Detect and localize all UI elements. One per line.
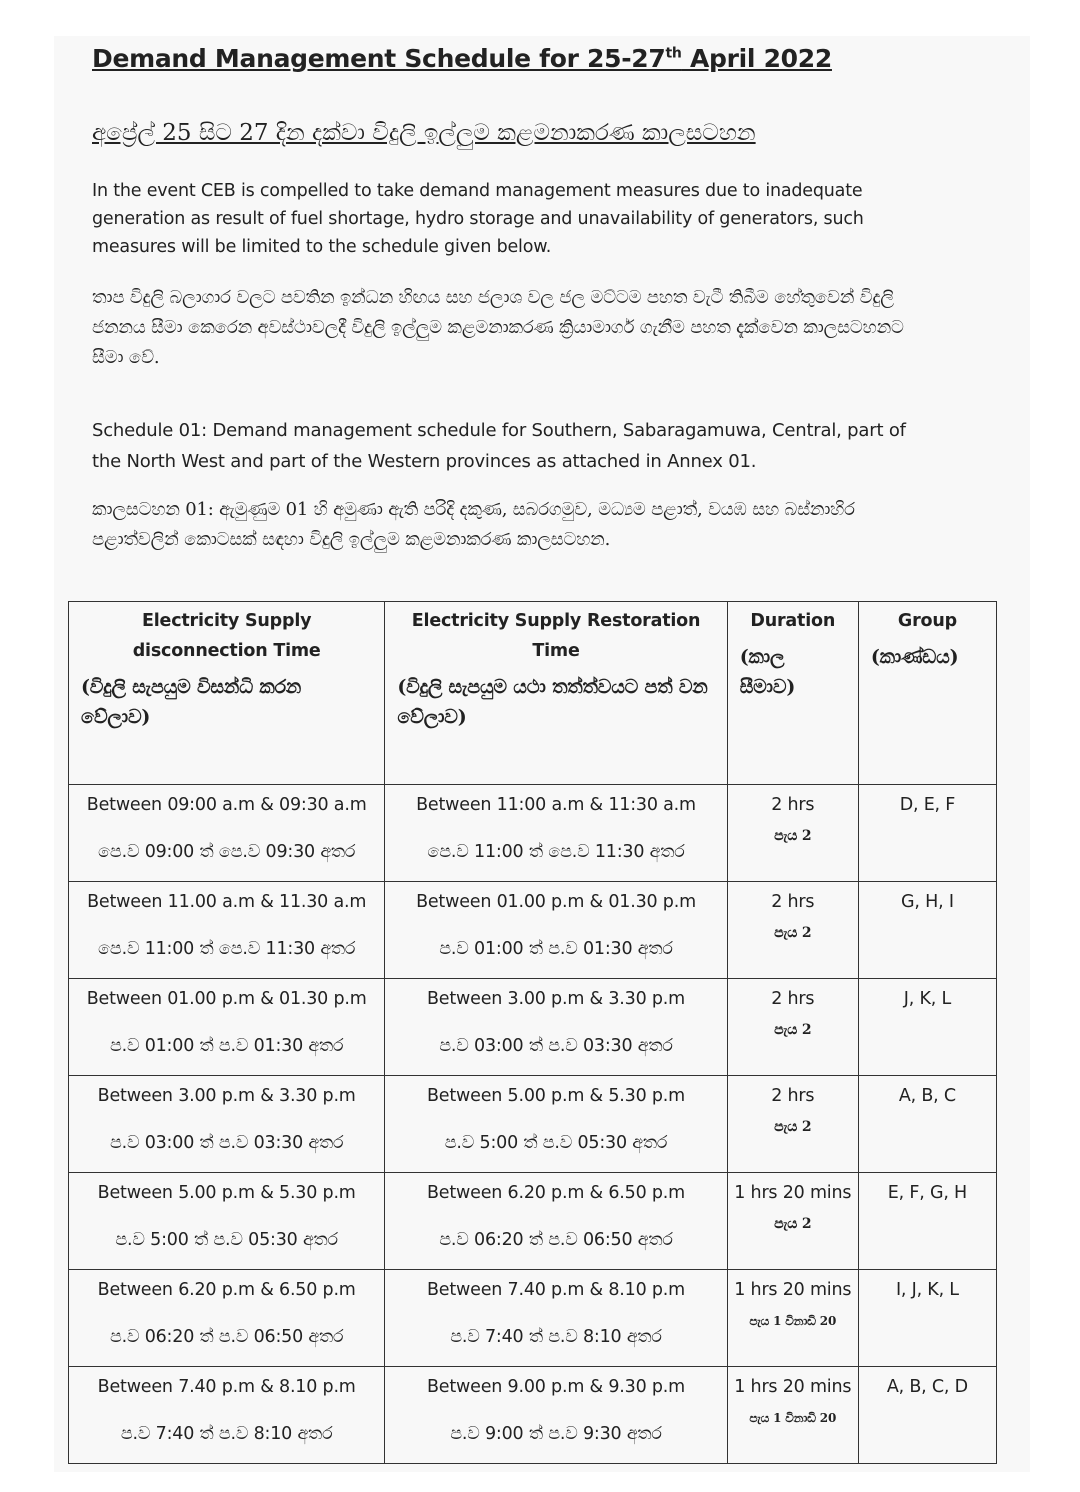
duration-cell: 2 hrs පැය 2 bbox=[727, 979, 858, 1076]
group-cell: J, K, L bbox=[858, 979, 996, 1076]
group-cell: D, E, F bbox=[858, 785, 996, 882]
table-row bbox=[69, 785, 997, 882]
table-row bbox=[69, 882, 997, 979]
table-header-row bbox=[69, 602, 997, 785]
table-row bbox=[69, 1076, 997, 1173]
table-row bbox=[69, 1367, 997, 1464]
duration-cell: 1 hrs 20 mins පැය 1 විනාඩි 20 bbox=[727, 1367, 858, 1464]
header-disconnection: Electricity Supply disconnection Time (විදුලි සැපයුම විසන්ධි කරන වේලාව) bbox=[69, 602, 385, 785]
duration-cell: 2 hrs පැය 2 bbox=[727, 1076, 858, 1173]
group-cell: A, B, C bbox=[858, 1076, 996, 1173]
schedule-description-sinhala: කාලසටහන 01: ඇමුණුම 01 හි අමුණා ඇති පරිදි දකුණ, සබරගමුව, මධ්‍යම පළාත්, වයඹ සහ බස්නාහිර පළාත්වලින් කොටසක් සඳහා විදුලි ඉල්ලුම කළමනාකරණ කාලසටහන. bbox=[92, 499, 855, 550]
sinhala-title: අප්‍රේල් 25 සිට 27 දින දක්වා විදුලි ඉල්ලුම කළමනාකරණ කාලසටහන bbox=[92, 120, 756, 146]
restoration-cell: Between 11:00 a.m & 11:30 a.m පෙ.ව 11:00 ත් පෙ.ව 11:30 අතර bbox=[385, 785, 727, 882]
schedule-table bbox=[68, 601, 997, 1464]
disconnection-cell: Between 11.00 a.m & 11.30 a.m පෙ.ව 11:00 ත් පෙ.ව 11:30 අතර bbox=[69, 882, 385, 979]
restoration-cell: Between 9.00 p.m & 9.30 p.m ප.ව 9:00 ත් ප.ව 9:30 අතර bbox=[385, 1367, 727, 1464]
restoration-cell: Between 3.00 p.m & 3.30 p.m ප.ව 03:00 ත් ප.ව 03:30 අතර bbox=[385, 979, 727, 1076]
disconnection-cell: Between 6.20 p.m & 6.50 p.m ප.ව 06:20 ත් ප.ව 06:50 අතර bbox=[69, 1270, 385, 1367]
group-cell: A, B, C, D bbox=[858, 1367, 996, 1464]
schedule-description-english: Schedule 01: Demand management schedule for Southern, Sabaragamuwa, Central, part of the North West and part of the Western provinces as attached in Annex 01. bbox=[92, 420, 906, 472]
disconnection-cell: Between 5.00 p.m & 5.30 p.m ප.ව 5:00 ත් ප.ව 05:30 අතර bbox=[69, 1173, 385, 1270]
disconnection-cell: Between 09:00 a.m & 09:30 a.m පෙ.ව 09:00 ත් පෙ.ව 09:30 අතර bbox=[69, 785, 385, 882]
duration-cell: 2 hrs පැය 2 bbox=[727, 882, 858, 979]
restoration-cell: Between 7.40 p.m & 8.10 p.m ප.ව 7:40 ත් ප.ව 8:10 අතර bbox=[385, 1270, 727, 1367]
table-row bbox=[69, 1270, 997, 1367]
intro-sinhala: තාප විදුලි බලාගාර වලට පවතින ඉන්ධන හිඟය සහ ජලාශ වල ජල මට්ටම පහත වැටී තිබීම හේතුවෙන් විදුලි ජනනය සීමා කෙරෙන අවස්ථාවලදී විදුලි ඉල්ලුම කළමනාකරණ ක්‍රියාමාර්ග ගැනීම පහත දැක්වෙන කාලසටහනට සීමා වේ. bbox=[92, 287, 904, 368]
restoration-cell: Between 6.20 p.m & 6.50 p.m ප.ව 06:20 ත් ප.ව 06:50 අතර bbox=[385, 1173, 727, 1270]
group-cell: E, F, G, H bbox=[858, 1173, 996, 1270]
group-cell: G, H, I bbox=[858, 882, 996, 979]
table-row bbox=[69, 1173, 997, 1270]
restoration-cell: Between 5.00 p.m & 5.30 p.m ප.ව 5:00 ත් ප.ව 05:30 අතර bbox=[385, 1076, 727, 1173]
disconnection-cell: Between 7.40 p.m & 8.10 p.m ප.ව 7:40 ත් ප.ව 8:10 අතර bbox=[69, 1367, 385, 1464]
duration-cell: 2 hrs පැය 2 bbox=[727, 785, 858, 882]
table-row bbox=[69, 979, 997, 1076]
restoration-cell: Between 01.00 p.m & 01.30 p.m ප.ව 01:00 ත් ප.ව 01:30 අතර bbox=[385, 882, 727, 979]
header-duration: Duration (කාල සීමාව) bbox=[727, 602, 858, 785]
header-restoration: Electricity Supply Restoration Time (විදුලි සැපයුම යථා තත්ත්වයට පත් වන වේලාව) bbox=[385, 602, 727, 785]
intro-english: In the event CEB is compelled to take demand management measures due to inadequate generation as result of fuel shortage, hydro storage and unavailability of generators, such measures will be limited to the schedule given below. bbox=[92, 181, 864, 257]
disconnection-cell: Between 01.00 p.m & 01.30 p.m ප.ව 01:00 ත් ප.ව 01:30 අතර bbox=[69, 979, 385, 1076]
disconnection-cell: Between 3.00 p.m & 3.30 p.m ප.ව 03:00 ත් ප.ව 03:30 අතර bbox=[69, 1076, 385, 1173]
duration-cell: 1 hrs 20 mins පැය 1 විනාඩි 20 bbox=[727, 1270, 858, 1367]
header-group: Group (කාණ්ඩය) bbox=[858, 602, 996, 785]
group-cell: I, J, K, L bbox=[858, 1270, 996, 1367]
duration-cell: 1 hrs 20 mins පැය 2 bbox=[727, 1173, 858, 1270]
document-title: Demand Management Schedule for 25-27th April 2022 bbox=[92, 44, 832, 73]
